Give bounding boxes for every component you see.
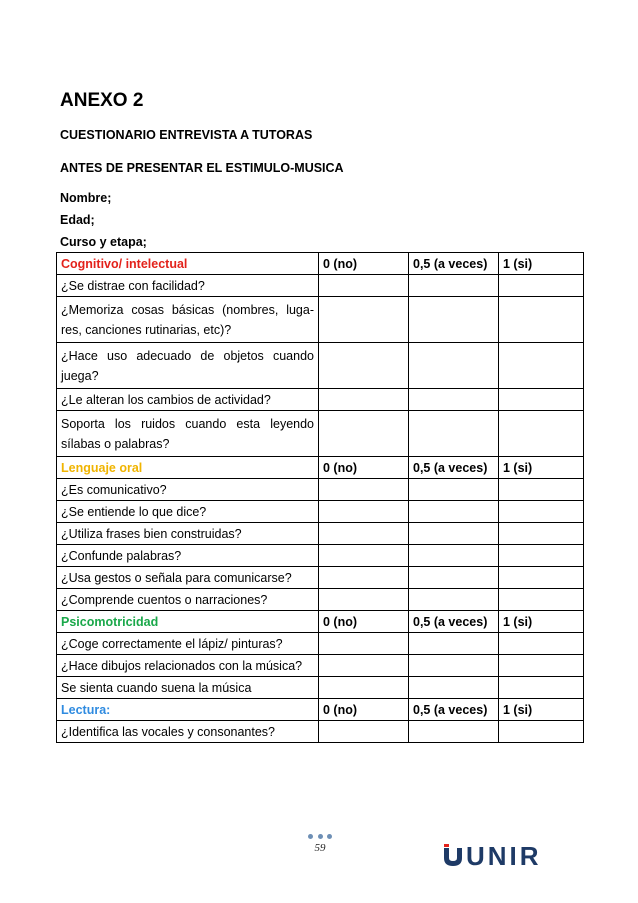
answer-cell[interactable]	[409, 501, 499, 523]
answer-cell[interactable]	[409, 297, 499, 343]
answer-cell[interactable]	[319, 343, 409, 389]
score-column-header: 0 (no)	[319, 611, 409, 633]
question-text: ¿Identifica las vocales y consonantes?	[57, 721, 319, 743]
question-row	[57, 633, 584, 655]
question-text: Se sienta cuando suena la música	[57, 677, 319, 699]
score-column-header: 0 (no)	[319, 457, 409, 479]
answer-cell[interactable]	[499, 297, 584, 343]
section-header-row	[57, 611, 584, 633]
section-header-row	[57, 699, 584, 721]
score-column-header: 1 (si)	[499, 457, 584, 479]
question-row	[57, 677, 584, 699]
answer-cell[interactable]	[409, 523, 499, 545]
score-column-header: 0 (no)	[319, 253, 409, 275]
question-text: ¿Comprende cuentos o narraciones?	[57, 589, 319, 611]
answer-cell[interactable]	[319, 523, 409, 545]
question-text: ¿Se entiende lo que dice?	[57, 501, 319, 523]
question-text: Soporta los ruidos cuando esta leyendo sílabas o palabras?	[57, 411, 319, 457]
unir-logo-text: UNIR	[466, 841, 542, 871]
answer-cell[interactable]	[499, 655, 584, 677]
question-row	[57, 479, 584, 501]
answer-cell[interactable]	[319, 297, 409, 343]
answer-cell[interactable]	[409, 655, 499, 677]
answer-cell[interactable]	[319, 655, 409, 677]
answer-cell[interactable]	[499, 523, 584, 545]
answer-cell[interactable]	[319, 545, 409, 567]
answer-cell[interactable]	[499, 567, 584, 589]
answer-cell[interactable]	[499, 501, 584, 523]
questionnaire-table	[56, 252, 584, 743]
page-number: 59	[314, 842, 326, 854]
unir-logo-u-icon	[442, 843, 464, 869]
score-column-header: 0,5 (a veces)	[409, 253, 499, 275]
course-field-label: Curso y etapa;	[60, 235, 147, 249]
score-column-header: 0,5 (a veces)	[409, 611, 499, 633]
question-text: ¿Confunde palabras?	[57, 545, 319, 567]
answer-cell[interactable]	[409, 677, 499, 699]
question-row	[57, 389, 584, 411]
answer-cell[interactable]	[319, 411, 409, 457]
three-dots-icon	[308, 834, 332, 840]
question-row	[57, 297, 584, 343]
answer-cell[interactable]	[499, 389, 584, 411]
question-row	[57, 721, 584, 743]
score-column-header: 0 (no)	[319, 699, 409, 721]
answer-cell[interactable]	[319, 479, 409, 501]
answer-cell[interactable]	[499, 343, 584, 389]
question-row	[57, 411, 584, 457]
answer-cell[interactable]	[319, 633, 409, 655]
answer-cell[interactable]	[319, 501, 409, 523]
answer-cell[interactable]	[409, 545, 499, 567]
questionnaire-subtitle: CUESTIONARIO ENTREVISTA A TUTORAS	[60, 128, 313, 142]
answer-cell[interactable]	[409, 389, 499, 411]
answer-cell[interactable]	[409, 589, 499, 611]
answer-cell[interactable]	[499, 479, 584, 501]
question-row	[57, 545, 584, 567]
question-text: ¿Es comunicativo?	[57, 479, 319, 501]
score-column-header: 1 (si)	[499, 611, 584, 633]
question-text: ¿Utiliza frases bien construidas?	[57, 523, 319, 545]
answer-cell[interactable]	[499, 589, 584, 611]
question-text: ¿Le alteran los cambios de actividad?	[57, 389, 319, 411]
answer-cell[interactable]	[409, 343, 499, 389]
section-title: Lenguaje oral	[57, 457, 319, 479]
answer-cell[interactable]	[319, 677, 409, 699]
answer-cell[interactable]	[409, 567, 499, 589]
question-text: ¿Hace dibujos relacionados con la música?	[57, 655, 319, 677]
answer-cell[interactable]	[319, 275, 409, 297]
question-text: ¿Se distrae con facilidad?	[57, 275, 319, 297]
answer-cell[interactable]	[499, 677, 584, 699]
answer-cell[interactable]	[409, 633, 499, 655]
answer-cell[interactable]	[499, 545, 584, 567]
score-column-header: 1 (si)	[499, 253, 584, 275]
answer-cell[interactable]	[319, 567, 409, 589]
answer-cell[interactable]	[409, 479, 499, 501]
question-text: ¿Coge correctamente el lápiz/ pinturas?	[57, 633, 319, 655]
question-row	[57, 523, 584, 545]
question-row	[57, 655, 584, 677]
question-row	[57, 589, 584, 611]
answer-cell[interactable]	[409, 275, 499, 297]
section-title: Psicomotricidad	[57, 611, 319, 633]
question-row	[57, 275, 584, 297]
phase-subtitle: ANTES DE PRESENTAR EL ESTIMULO-MUSICA	[60, 161, 344, 175]
question-text: ¿Hace uso adecuado de objetos cuando juega?	[57, 343, 319, 389]
section-title: Lectura:	[57, 699, 319, 721]
answer-cell[interactable]	[319, 721, 409, 743]
unir-logo	[442, 842, 542, 870]
answer-cell[interactable]	[499, 275, 584, 297]
answer-cell[interactable]	[499, 411, 584, 457]
question-row	[57, 567, 584, 589]
page-title: ANEXO 2	[60, 90, 144, 111]
score-column-header: 1 (si)	[499, 699, 584, 721]
section-title: Cognitivo/ intelectual	[57, 253, 319, 275]
section-header-row	[57, 457, 584, 479]
answer-cell[interactable]	[319, 589, 409, 611]
answer-cell[interactable]	[499, 633, 584, 655]
question-row	[57, 501, 584, 523]
question-text: ¿Memoriza cosas básicas (nombres, luga-res, canciones rutinarias, etc)?	[57, 297, 319, 343]
answer-cell[interactable]	[409, 411, 499, 457]
age-field-label: Edad;	[60, 213, 95, 227]
answer-cell[interactable]	[319, 389, 409, 411]
section-header-row	[57, 253, 584, 275]
score-column-header: 0,5 (a veces)	[409, 457, 499, 479]
question-text: ¿Usa gestos o señala para comunicarse?	[57, 567, 319, 589]
answer-cell[interactable]	[409, 721, 499, 743]
answer-cell[interactable]	[499, 721, 584, 743]
score-column-header: 0,5 (a veces)	[409, 699, 499, 721]
name-field-label: Nombre;	[60, 191, 112, 205]
question-row	[57, 343, 584, 389]
